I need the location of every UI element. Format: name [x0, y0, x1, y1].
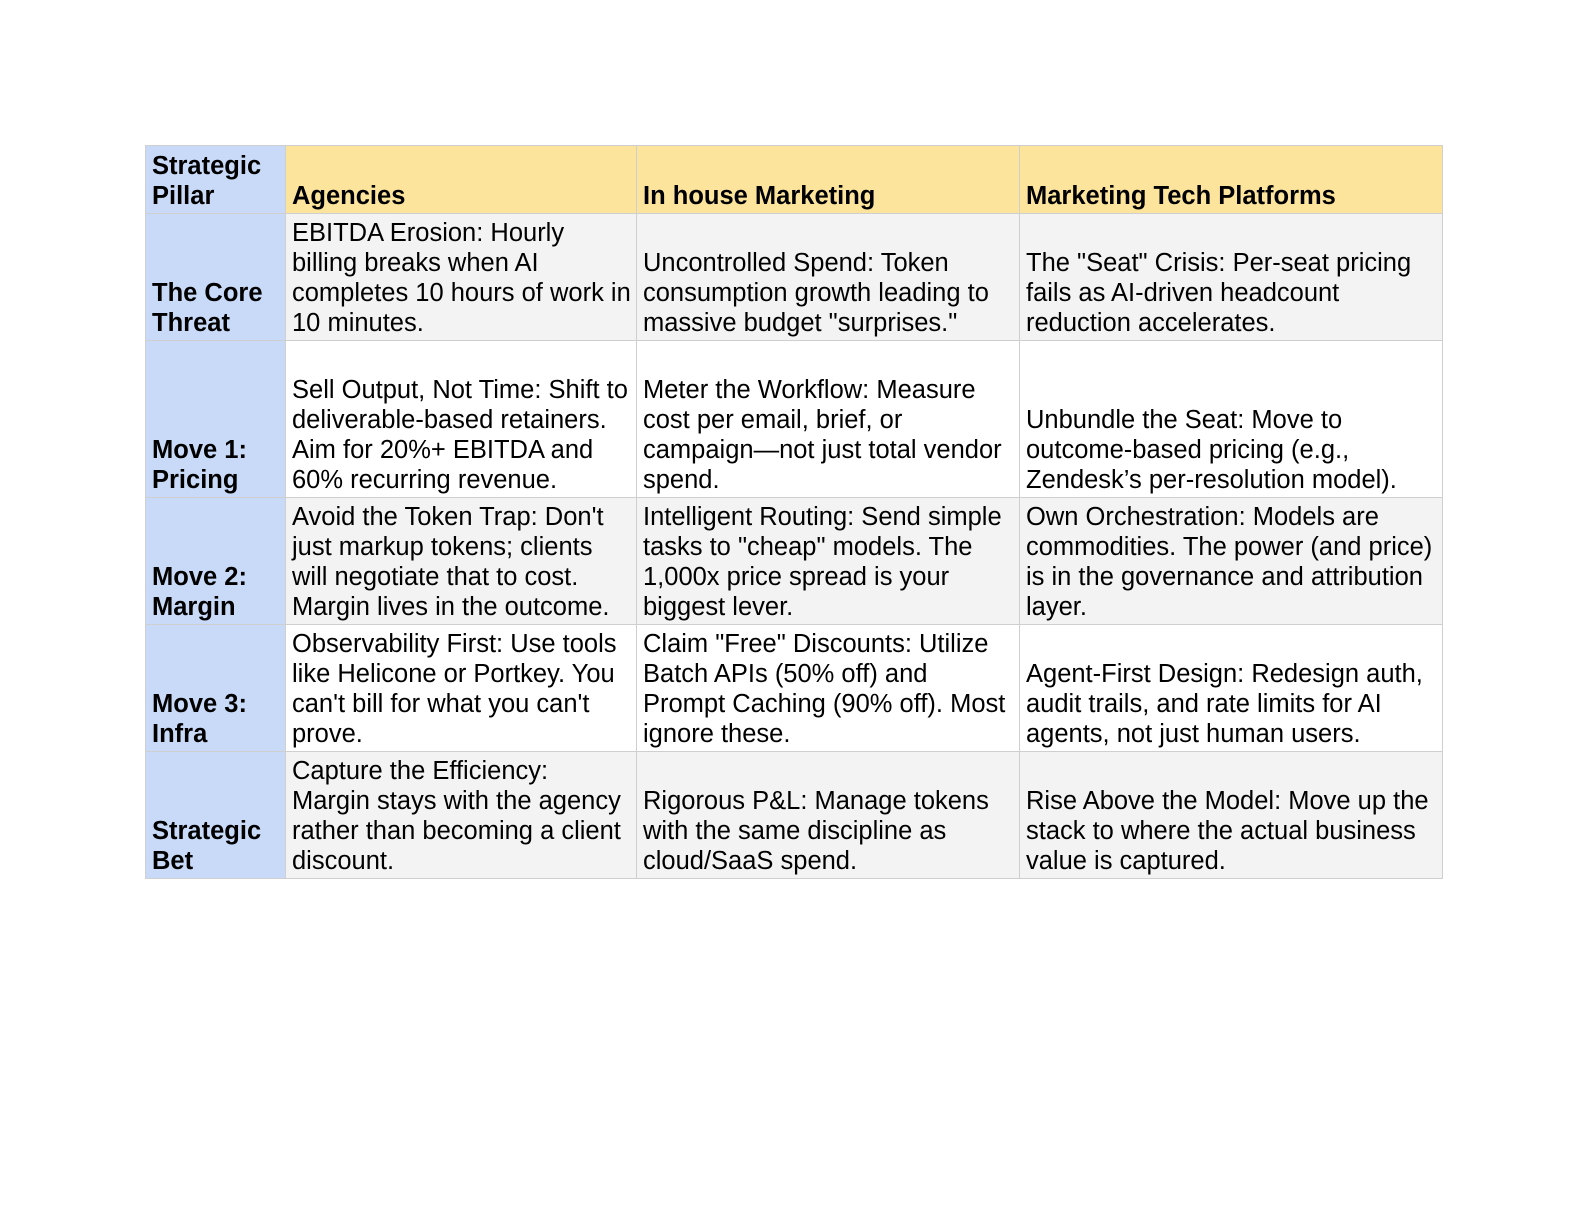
row-label-cell: Move 3: Infra	[146, 625, 286, 752]
strategy-table	[145, 145, 1443, 879]
header-in-house-marketing: In house Marketing	[637, 146, 1020, 214]
header-marketing-tech-platforms: Marketing Tech Platforms	[1020, 146, 1443, 214]
header-row	[146, 146, 1443, 214]
header-agencies: Agencies	[286, 146, 637, 214]
table-row-margin	[146, 498, 1443, 625]
in-house-cell: Intelligent Routing: Send simple tasks to "cheap" models. The 1,000x price spread is your biggest lever.	[637, 498, 1020, 625]
platforms-cell: Agent-First Design: Redesign auth, audit trails, and rate limits for AI agents, not just human users.	[1020, 625, 1443, 752]
document-page	[145, 145, 1442, 879]
platforms-cell: Own Orchestration: Models are commodities. The power (and price) is in the governance and attribution layer.	[1020, 498, 1443, 625]
agencies-cell: Observability First: Use tools like Helicone or Portkey. You can't bill for what you can't prove.	[286, 625, 637, 752]
table-body	[146, 214, 1443, 879]
in-house-cell: Rigorous P&L: Manage tokens with the same discipline as cloud/SaaS spend.	[637, 752, 1020, 879]
header-strategic-pillar: Strategic Pillar	[146, 146, 286, 214]
table-row-pricing	[146, 341, 1443, 498]
table-row-infra	[146, 625, 1443, 752]
in-house-cell: Claim "Free" Discounts: Utilize Batch APIs (50% off) and Prompt Caching (90% off). Most ignore these.	[637, 625, 1020, 752]
platforms-cell: Rise Above the Model: Move up the stack to where the actual business value is captured.	[1020, 752, 1443, 879]
platforms-cell: The "Seat" Crisis: Per-seat pricing fails as AI-driven headcount reduction accelerates.	[1020, 214, 1443, 341]
row-label-cell: Strategic Bet	[146, 752, 286, 879]
agencies-cell: Avoid the Token Trap: Don't just markup tokens; clients will negotiate that to cost. Margin lives in the outcome.	[286, 498, 637, 625]
table-row-core-threat	[146, 214, 1443, 341]
agencies-cell: EBITDA Erosion: Hourly billing breaks when AI completes 10 hours of work in 10 minutes.	[286, 214, 637, 341]
platforms-cell: Unbundle the Seat: Move to outcome-based pricing (e.g., Zendesk’s per-resolution model).	[1020, 341, 1443, 498]
row-label-cell: The Core Threat	[146, 214, 286, 341]
in-house-cell: Uncontrolled Spend: Token consumption growth leading to massive budget "surprises."	[637, 214, 1020, 341]
row-label-cell: Move 1: Pricing	[146, 341, 286, 498]
agencies-cell: Sell Output, Not Time: Shift to deliverable-based retainers. Aim for 20%+ EBITDA and 60% recurring revenue.	[286, 341, 637, 498]
table-row-strategic-bet	[146, 752, 1443, 879]
agencies-cell: Capture the Efficiency: Margin stays with the agency rather than becoming a client discount.	[286, 752, 637, 879]
row-label-cell: Move 2: Margin	[146, 498, 286, 625]
table-header	[146, 146, 1443, 214]
in-house-cell: Meter the Workflow: Measure cost per email, brief, or campaign—not just total vendor spend.	[637, 341, 1020, 498]
